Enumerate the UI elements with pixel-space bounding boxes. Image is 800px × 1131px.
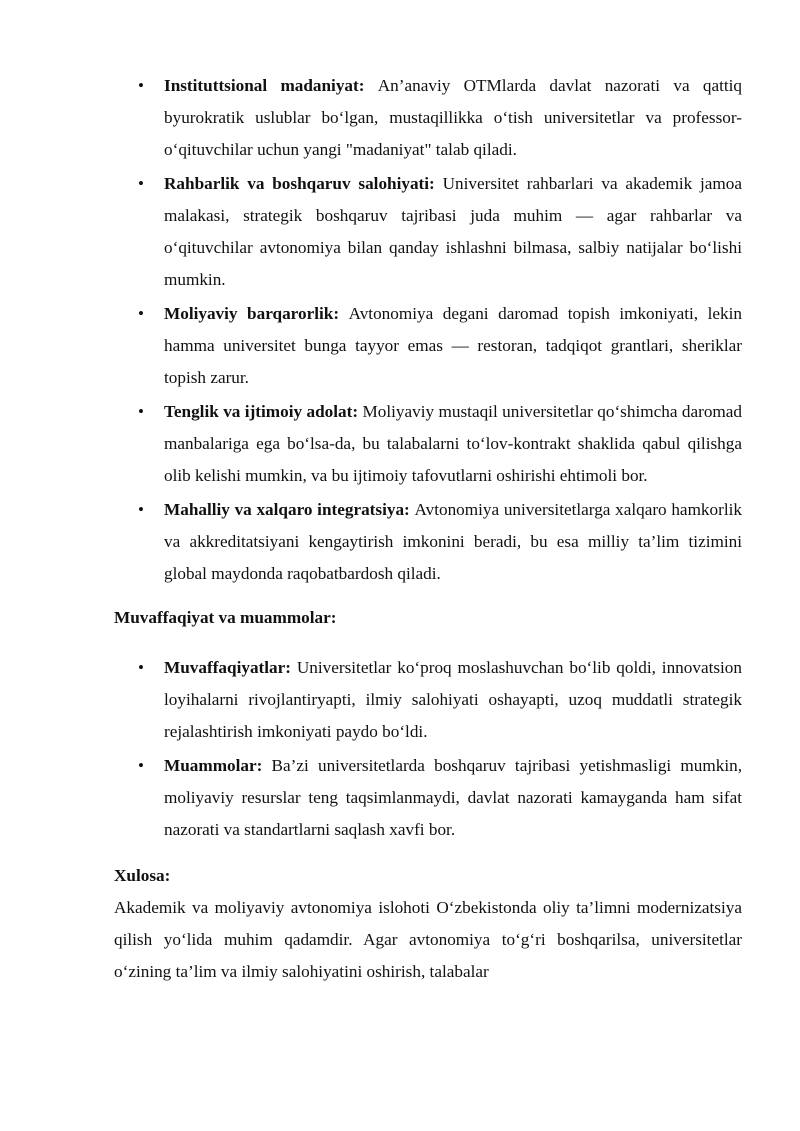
- item-term: Instituttsional madaniyat:: [164, 76, 378, 95]
- item-term: Muvaffaqiyatlar:: [164, 658, 297, 677]
- conclusion-paragraph: Akademik va moliyaviy avtonomiya islohoti O‘zbekistonda oliy ta’limni modernizatsiya qilish yo‘lida muhim qadamdir. Agar avtonomiya to‘g‘ri boshqarilsa, universitetlar o‘zining ta’lim va ilmiy salohiyatini oshirish, talabalar: [114, 898, 742, 981]
- list-item: [114, 70, 742, 166]
- item-text: Universitetlar ko‘proq moslashuvchan bo‘lib qoldi, innovatsion loyihalarni rivojlantiryapti, ilmiy salohiyati oshayapti, uzoq muddatli strategik rejalashtirish imkoniyati paydo bo‘ldi.: [164, 658, 742, 741]
- item-term: Tenglik va ijtimoiy adolat:: [164, 402, 363, 421]
- item-text: Universitet rahbarlari va akademik jamoa malakasi, strategik boshqaruv tajribasi juda muhim — agar rahbarlar va o‘qituvchilar avtonomiya bilan qanday ishlashni bilmasa, salbiy natijalar bo‘lishi mumkin.: [164, 174, 742, 289]
- item-text: Ba’zi universitetlarda boshqaruv tajribasi yetishmasligi mumkin, moliyaviy resurslar teng taqsimlanmaydi, davlat nazorati kamayganda ham sifat nazorati va standartlarni saqlash xavfi bor.: [164, 756, 742, 839]
- list-item: [114, 168, 742, 296]
- list-item: [114, 298, 742, 394]
- item-term: Muammolar:: [164, 756, 272, 775]
- bullet-icon: •: [138, 756, 144, 775]
- challenges-list: [114, 70, 742, 590]
- item-term: Mahalliy va xalqaro integratsiya:: [164, 500, 415, 519]
- success-problems-list: [114, 652, 742, 846]
- bullet-icon: •: [138, 76, 144, 95]
- item-text: Avtonomiya universitetlarga xalqaro hamkorlik va akkreditatsiyani kengaytirish imkonini beradi, bu esa milliy ta’lim tizimini global maydonda raqobatbardosh qiladi.: [164, 500, 742, 583]
- item-text: An’anaviy OTMlarda davlat nazorati va qattiq byurokratik uslublar bo‘lgan, mustaqillikka o‘tish universitetlar va professor-o‘qituvchilar uchun yangi "madaniyat" talab qiladi.: [164, 76, 742, 159]
- section-heading-success-problems: Muvaffaqiyat va muammolar:: [114, 608, 337, 627]
- item-term: Moliyaviy barqarorlik:: [164, 304, 349, 323]
- section-heading-conclusion: Xulosa:: [114, 866, 171, 885]
- list-item: [114, 396, 742, 492]
- bullet-icon: •: [138, 658, 144, 677]
- list-item: [114, 652, 742, 748]
- bullet-icon: •: [138, 500, 144, 519]
- bullet-icon: •: [138, 174, 144, 193]
- bullet-icon: •: [138, 402, 144, 421]
- item-term: Rahbarlik va boshqaruv salohiyati:: [164, 174, 443, 193]
- item-text: Moliyaviy mustaqil universitetlar qo‘shimcha daromad manbalariga ega bo‘lsa-da, bu talabalarni to‘lov-kontrakt shaklida qabul qilishga olib kelishi mumkin, va bu ijtimoiy tafovutlarni oshirishi ehtimoli bor.: [164, 402, 742, 485]
- item-text: Avtonomiya degani daromad topish imkoniyati, lekin hamma universitet bunga tayyor emas — restoran, tadqiqot grantlari, sheriklar topish zarur.: [164, 304, 742, 387]
- document-page: [114, 70, 742, 988]
- list-item: [114, 750, 742, 846]
- bullet-icon: •: [138, 304, 144, 323]
- list-item: [114, 494, 742, 590]
